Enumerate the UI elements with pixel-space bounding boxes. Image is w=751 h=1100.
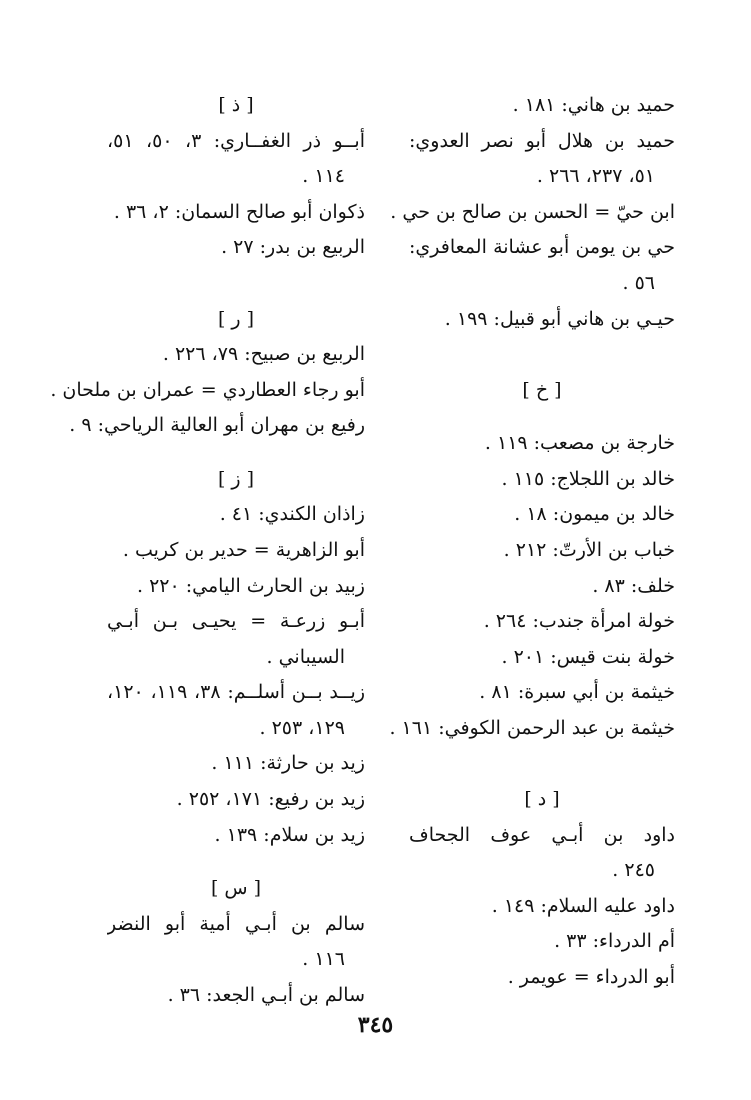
section-header-dal: [ د ]: [524, 788, 560, 811]
page-number: ٣٤٥: [357, 1012, 394, 1038]
index-entry: زيد بن سلام: ١٣٩ .: [214, 823, 365, 846]
section-header-sin: [ س ]: [210, 877, 262, 900]
index-entry-continuation: ٢٤٥ .: [612, 859, 655, 882]
index-entry: زيد بن حارثة: ١١١ .: [211, 752, 365, 775]
index-entry-continuation: ٥١، ٢٣٧، ٢٦٦ .: [536, 165, 655, 188]
index-entry: رفيع بن مهران أبو العالية الرياحي: ٩ .: [69, 414, 365, 437]
section-header-ra: [ ر ]: [217, 307, 255, 330]
index-entry-continuation: ١١٦ .: [302, 948, 345, 971]
index-entry: داود عليه السلام: ١٤٩ .: [491, 894, 675, 917]
index-entry: خالد بن اللجلاج: ١١٥ .: [501, 467, 675, 490]
index-entry-continuation: ١١٤ .: [302, 165, 345, 188]
spacer: [409, 337, 675, 373]
index-entry: خلف: ٨٣ .: [592, 574, 675, 597]
index-entry: أبو الدرداء = عويمر .: [507, 966, 675, 989]
index-entry: حميد بن هلال أبو نصر العدوي:: [409, 129, 675, 152]
spacer: [107, 853, 365, 871]
index-entry: داود بن أبـي عوف الجحاف: [409, 823, 675, 846]
index-entry: أبـو زرعـة = يحيـى بـن أبـي: [107, 610, 365, 633]
section-header-kha: [ خ ]: [522, 378, 562, 401]
section-header-dhal: [ ذ ]: [218, 94, 254, 116]
index-entry: ذكوان أبو صالح السمان: ٢، ٣٦ .: [113, 200, 365, 223]
index-entry: حميد بن هاني: ١٨١ .: [512, 94, 675, 116]
index-entry: الربيع بن بدر: ٢٧ .: [221, 236, 365, 259]
spacer: [409, 746, 675, 782]
index-entry-continuation: ٥٦ .: [622, 271, 655, 294]
index-entry: زيــد بــن أسلــم: ٣٨، ١١٩، ١٢٠،: [107, 681, 365, 704]
index-entry: أبو الزاهرية = حدير بن كريب .: [122, 538, 365, 561]
index-entry: زيد بن رفيع: ١٧١، ٢٥٢ .: [176, 788, 365, 811]
spacer: [107, 444, 365, 462]
index-entry: أبو رجاء العطاردي = عمران بن ملحان .: [50, 378, 365, 401]
index-entry: الربيع بن صبيح: ٧٩، ٢٢٦ .: [162, 343, 365, 366]
index-entry: سالم بن أبـي أمية أبو النضر: [107, 912, 365, 935]
index-entry: خالد بن ميمون: ١٨ .: [514, 503, 675, 526]
index-entry: خارجة بن مصعب: ١١٩ .: [484, 432, 675, 455]
spacer: [409, 408, 675, 426]
index-entry: زبيد بن الحارث اليامي: ٢٢٠ .: [137, 574, 365, 597]
index-entry: سالم بن أبـي الجعد: ٣٦ .: [167, 983, 365, 1006]
index-column-right: [389, 88, 675, 996]
index-entry-continuation: ١٢٩، ٢٥٣ .: [259, 716, 345, 739]
section-header-zay: [ ز ]: [217, 467, 255, 490]
spacer: [107, 266, 365, 302]
index-entry: ابن حيّ = الحسن بن صالح بن حي .: [390, 200, 675, 223]
index-entry: أم الدرداء: ٣٣ .: [554, 930, 675, 953]
index-entry: زاذان الكندي: ٤١ .: [219, 503, 365, 526]
index-entry-continuation: السيباني .: [266, 645, 345, 668]
index-entry: حيـي بن هاني أبو قبيل: ١٩٩ .: [444, 307, 675, 330]
index-entry: خيثمة بن أبي سبرة: ٨١ .: [479, 681, 675, 704]
index-column-left: [50, 88, 365, 1013]
index-entry: خباب بن الأرتّ: ٢١٢ .: [503, 538, 675, 561]
index-entry: خولة بنت قيس: ٢٠١ .: [501, 645, 675, 668]
index-entry: خولة امرأة جندب: ٢٦٤ .: [483, 610, 675, 633]
index-entry: خيثمة بن عبد الرحمن الكوفي: ١٦١ .: [389, 716, 675, 739]
index-entry: حي بن يومن أبو عشانة المعافري:: [409, 236, 675, 259]
index-entry: أبــو ذر الغفــاري: ٣، ٥٠، ٥١،: [107, 129, 365, 152]
